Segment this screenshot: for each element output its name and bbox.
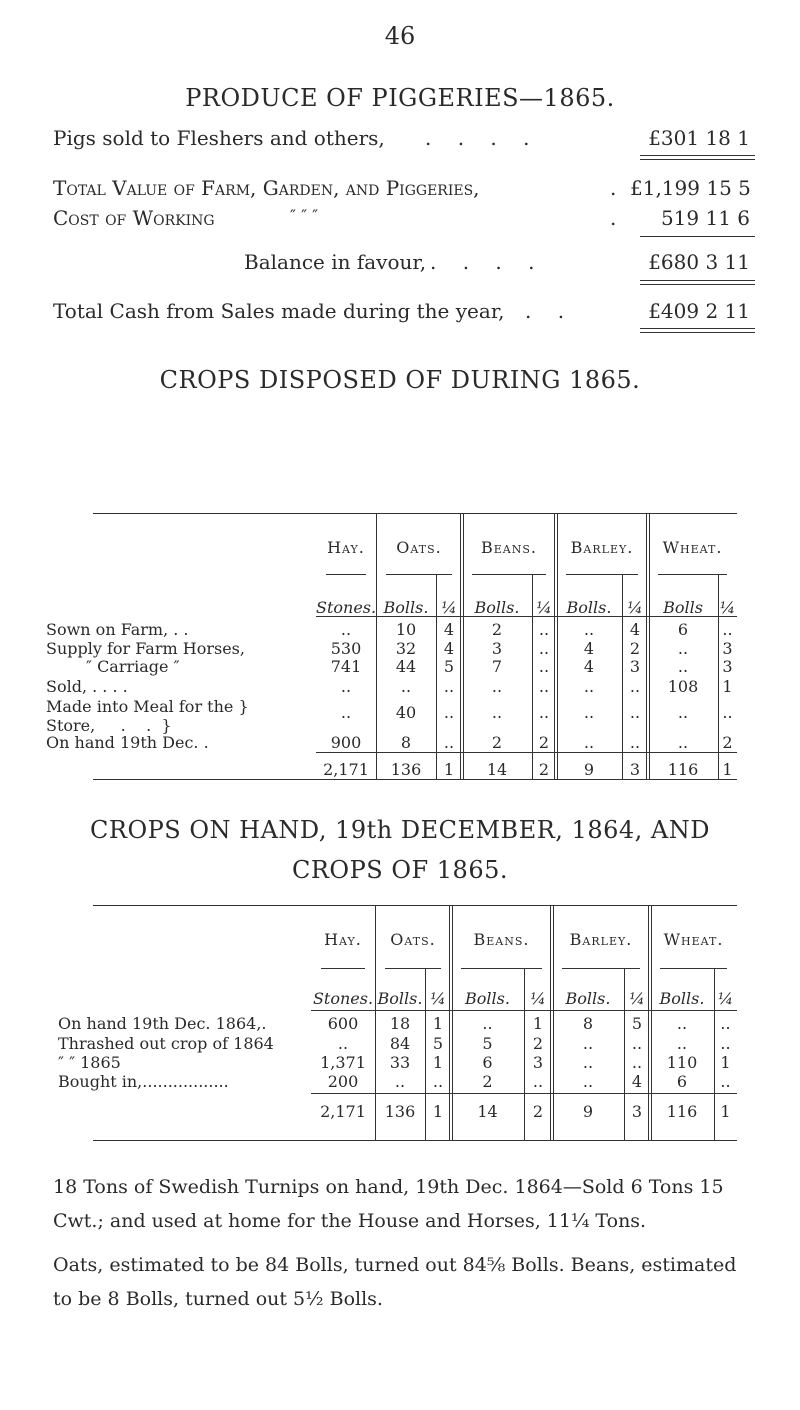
t2-header-rule	[461, 968, 542, 969]
t1-row-label: ″ Carriage ″	[86, 657, 180, 676]
t1-cell: ..	[443, 677, 455, 696]
t2-header-rule	[321, 968, 365, 969]
t1-header: Barley.	[570, 538, 634, 557]
note-turnips	[53, 1170, 753, 1238]
produce-title: PRODUCE OF PIGGERIES—1865.	[185, 84, 615, 112]
t2-cell: 1	[432, 1053, 444, 1072]
t2-cell: ..	[720, 1014, 731, 1033]
t1-cell: ..	[722, 703, 733, 722]
t1-cell: ..	[583, 677, 595, 696]
t1-cell: 4	[583, 657, 595, 676]
t1-cell: ..	[677, 733, 689, 752]
t1-cell: ..	[538, 657, 550, 676]
t2-cell: ..	[676, 1014, 688, 1033]
balance-label: Balance in favour,	[244, 250, 427, 274]
t2-total: 1	[720, 1102, 731, 1121]
cost-working-label: Cost of Working	[53, 206, 215, 230]
cost-ditto-marks: ″ ″ ″	[290, 206, 319, 225]
t1-cell: 108	[667, 677, 699, 696]
t1-cell: 530	[330, 639, 362, 658]
t2-header-rule	[385, 968, 441, 969]
t2-cell: 6	[482, 1053, 493, 1072]
total-value: £1,199 15 5	[630, 176, 751, 200]
t2-cell: 1	[532, 1014, 544, 1033]
t1-unit-rule	[316, 616, 737, 617]
t2-header: Wheat.	[663, 930, 724, 949]
t1-header: Oats.	[396, 538, 442, 557]
t2-cell: 1	[720, 1053, 731, 1072]
t2-total: 136	[384, 1102, 416, 1121]
t1-total: 14	[486, 760, 508, 779]
table1-title: CROPS DISPOSED OF DURING 1865.	[159, 366, 641, 394]
t1-cell: 4	[443, 620, 455, 639]
total-cash-value: £409 2 11	[648, 299, 750, 323]
t1-unit: Bolls	[663, 598, 703, 617]
t1-cell: ..	[583, 703, 595, 722]
t1-cell: 2	[491, 620, 503, 639]
t1-header: Wheat.	[662, 538, 723, 557]
t2-cell: ..	[720, 1034, 731, 1053]
t1-cell: 3	[722, 657, 733, 676]
t2-cell: 600	[327, 1014, 359, 1033]
t1-total: 2,171	[323, 760, 369, 779]
t1-unit: ¼	[719, 598, 736, 617]
t2-total: 2	[532, 1102, 544, 1121]
note-turnips-text: 18 Tons of Swedish Turnips on hand, 19th Dec. 1864—Sold 6 Tons 15 Cwt.; and used at home for the House and Horses, 11¼ Tons.	[53, 1176, 724, 1232]
t1-unit: Bolls.	[383, 598, 429, 617]
t2-cell: ..	[482, 1014, 493, 1033]
t2-header-rule	[562, 968, 640, 969]
t1-cell: ..	[443, 733, 455, 752]
page-number: 46	[384, 22, 416, 50]
t1-cell: ..	[677, 639, 689, 658]
t1-total: 136	[390, 760, 422, 779]
t1-total: 116	[667, 760, 699, 779]
t2-unit: Bolls.	[659, 989, 705, 1008]
t1-cell: 3	[629, 657, 641, 676]
t1-cell: ..	[443, 703, 455, 722]
t2-header-rule	[660, 968, 727, 969]
t2-total-rule	[311, 1093, 737, 1094]
t1-cell: ..	[491, 703, 503, 722]
t1-total-rule	[316, 752, 737, 753]
note-oats-beans-text: Oats, estimated to be 84 Bolls, turned out 84⅝ Bolls. Beans, estimated to be 8 Bolls, turned out 5½ Bolls.	[53, 1254, 737, 1310]
note-oats-beans	[53, 1248, 753, 1316]
t2-cell: 2	[482, 1072, 493, 1091]
t2-unit: Stones.	[312, 989, 374, 1008]
t1-cell: 44	[395, 657, 417, 676]
t2-row-label: ″ ″ 1865	[58, 1053, 121, 1072]
t2-cell: 5	[482, 1034, 493, 1053]
balance-value: £680 3 11	[648, 250, 750, 274]
pigs-sold-value: £301 18 1	[648, 126, 750, 150]
t2-cell: 18	[389, 1014, 411, 1033]
t2-cell: 33	[389, 1053, 411, 1072]
t2-header: Barley.	[569, 930, 633, 949]
t2-total: 3	[631, 1102, 643, 1121]
t2-cell: ..	[631, 1053, 643, 1072]
t1-cell: ..	[583, 733, 595, 752]
t2-cell: ..	[582, 1034, 594, 1053]
t2-cell: ..	[582, 1072, 594, 1091]
t2-unit: ¼	[530, 989, 546, 1008]
t1-cell: ..	[538, 703, 550, 722]
t1-row-label: Supply for Farm Horses,	[46, 639, 245, 658]
t1-header-rule	[566, 574, 638, 575]
t1-cell: 4	[629, 620, 641, 639]
t1-row-label: Made into Meal for the } Store, . . }	[46, 697, 249, 735]
t1-unit: ¼	[536, 598, 552, 617]
t1-cell: 741	[330, 657, 362, 676]
cost-working-dot: .	[610, 206, 617, 230]
total-value-label: Total Value of Farm, Garden, and Piggeries,	[53, 176, 480, 200]
t1-cell: 1	[722, 677, 733, 696]
t1-total: 9	[583, 760, 595, 779]
t2-unit: Bolls.	[465, 989, 510, 1008]
t2-row-label: On hand 19th Dec. 1864,.	[58, 1014, 267, 1033]
t2-unit: ¼	[629, 989, 645, 1008]
t2-cell: ..	[432, 1072, 444, 1091]
t2-total: 1	[432, 1102, 444, 1121]
balance-dots: . . . .	[430, 250, 545, 274]
t2-cell: ..	[720, 1072, 731, 1091]
t2-cell: 5	[432, 1034, 444, 1053]
t2-cell: 8	[582, 1014, 594, 1033]
t1-cell: 7	[491, 657, 503, 676]
t1-cell: ..	[340, 703, 352, 722]
t1-cell: 40	[395, 703, 417, 722]
t1-cell: 900	[330, 733, 362, 752]
t1-cell: ..	[538, 620, 550, 639]
t2-cell: 4	[631, 1072, 643, 1091]
t2-total: 2,171	[320, 1102, 366, 1121]
t1-row-label: On hand 19th Dec. .	[46, 733, 209, 752]
t2-unit: ¼	[430, 989, 446, 1008]
t2-cell: 5	[631, 1014, 643, 1033]
t1-cell: ..	[629, 677, 641, 696]
t2-cell: ..	[676, 1034, 688, 1053]
t2-total: 14	[477, 1102, 498, 1121]
t1-cell: ..	[340, 620, 352, 639]
cost-working-value: 519 11 6	[660, 206, 750, 230]
t1-cell: ..	[722, 620, 733, 639]
t2-cell: ..	[394, 1072, 406, 1091]
t2-cell: 84	[389, 1034, 411, 1053]
t2-header: Beans.	[473, 930, 530, 949]
t1-cell: ..	[491, 677, 503, 696]
t1-cell: ..	[538, 677, 550, 696]
t1-header-rule	[386, 574, 452, 575]
t1-cell: 2	[722, 733, 733, 752]
t1-cell: ..	[583, 620, 595, 639]
t2-bottom-rule	[93, 1140, 737, 1141]
t2-cell: ..	[631, 1034, 643, 1053]
t1-cell: 2	[538, 733, 550, 752]
t1-cell: ..	[629, 733, 641, 752]
t2-cell: 1,371	[320, 1053, 366, 1072]
t2-header: Hay.	[324, 930, 362, 949]
t1-unit: Bolls.	[566, 598, 612, 617]
t1-cell: 8	[400, 733, 412, 752]
t1-cell: ..	[629, 703, 641, 722]
t1-total: 2	[538, 760, 550, 779]
t2-row-label: Bought in,.................	[58, 1072, 229, 1091]
t1-cell: 3	[491, 639, 503, 658]
t1-header: Hay.	[327, 538, 365, 557]
t1-total: 1	[722, 760, 733, 779]
total-cash-dots: . .	[525, 299, 575, 323]
t1-cell: ..	[677, 703, 689, 722]
t1-cell: 4	[583, 639, 595, 658]
t2-unit: Bolls.	[565, 989, 611, 1008]
t1-bottom-rule	[93, 779, 737, 780]
t2-cell: 110	[666, 1053, 698, 1072]
total-cash-label: Total Cash from Sales made during the year,	[53, 299, 505, 323]
t2-header: Oats.	[390, 930, 436, 949]
t2-cell: 3	[532, 1053, 544, 1072]
t2-cell: ..	[582, 1053, 594, 1072]
t2-cell: ..	[532, 1072, 544, 1091]
t1-total: 3	[629, 760, 641, 779]
t2-total: 116	[666, 1102, 698, 1121]
t2-unit-rule	[311, 1010, 737, 1011]
table2-title-line1: CROPS ON HAND, 19th DECEMBER, 1864, AND	[90, 816, 710, 844]
t1-cell: 3	[722, 639, 733, 658]
t1-cell: ..	[677, 657, 689, 676]
t1-cell: ..	[538, 639, 550, 658]
t2-cell: 2	[532, 1034, 544, 1053]
t1-cell: 5	[443, 657, 455, 676]
pigs-sold-dots: . . . .	[425, 126, 540, 150]
t1-total: 1	[443, 760, 455, 779]
t2-unit: Bolls.	[377, 989, 423, 1008]
t2-cell: 6	[676, 1072, 688, 1091]
t1-header-rule	[658, 574, 727, 575]
pigs-sold-label: Pigs sold to Fleshers and others,	[53, 126, 385, 150]
t1-row-label: Sold, . . . .	[46, 677, 128, 696]
t2-top-rule	[93, 905, 737, 906]
t2-row-label: Thrashed out crop of 1864	[58, 1034, 274, 1053]
t1-unit: Bolls.	[474, 598, 520, 617]
t1-cell: 4	[443, 639, 455, 658]
t1-cell: 2	[629, 639, 641, 658]
t2-total: 9	[582, 1102, 594, 1121]
t1-cell: ..	[340, 677, 352, 696]
t2-cell: 200	[327, 1072, 359, 1091]
t1-cell: 10	[395, 620, 417, 639]
t1-cell: 2	[491, 733, 503, 752]
t1-cell: 6	[677, 620, 689, 639]
t1-cell: 32	[395, 639, 417, 658]
t1-header-rule	[472, 574, 546, 575]
t1-cell: ..	[400, 677, 412, 696]
t2-cell: 1	[432, 1014, 444, 1033]
t2-unit: ¼	[717, 989, 734, 1008]
table2-title-line2: CROPS OF 1865.	[292, 856, 508, 884]
t1-header: Beans.	[481, 538, 537, 557]
t1-header-rule	[326, 574, 366, 575]
t2-cell: ..	[337, 1034, 349, 1053]
t1-top-rule	[93, 513, 737, 514]
t1-unit: ¼	[627, 598, 643, 617]
t1-row-label: Sown on Farm, . .	[46, 620, 189, 639]
total-value-dot: .	[610, 176, 617, 200]
t1-unit: ¼	[441, 598, 457, 617]
t1-unit: Stones.	[316, 598, 377, 617]
